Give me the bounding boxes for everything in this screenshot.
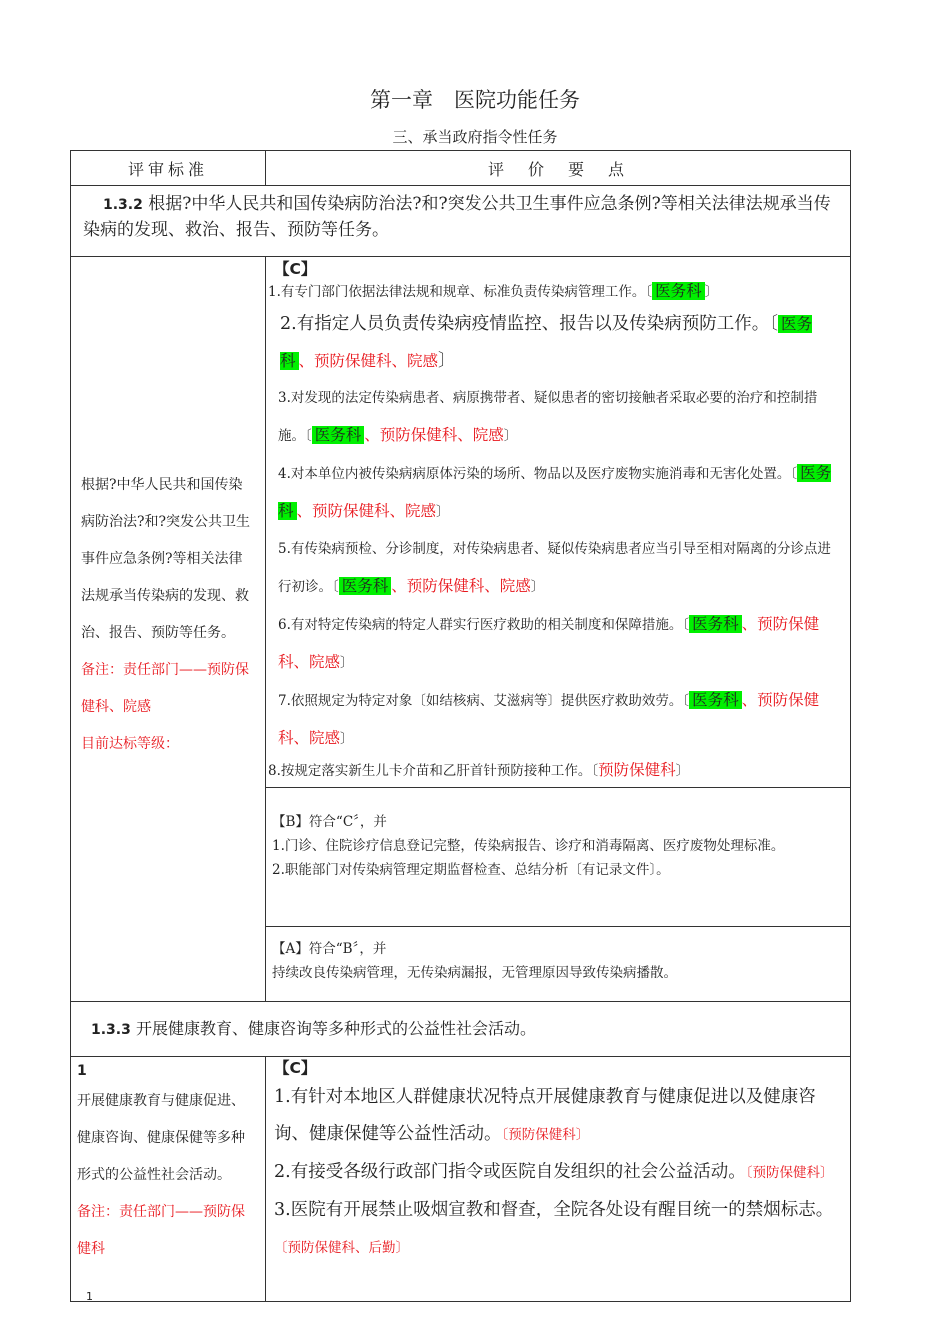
c-item-text: 2.有接受各级行政部门指令或医院自发组织的社会公益活动。: [274, 1162, 746, 1182]
c-item-text: 7.依照规定为特定对象〔如结核病、艾滋病等〕提供医疗救助效劳。〔: [278, 693, 690, 709]
c-label: 【C】: [274, 260, 317, 278]
dept-tag-medical: 医务科: [652, 282, 705, 300]
a-label: 【A】符合“B〞，并: [272, 941, 387, 957]
section-1-c-cell: [266, 257, 851, 788]
c-item-text: 4.对本单位内被传染病病原体污染的场所、物品以及医疗废物实施消毒和无害化处置。〔: [278, 466, 798, 482]
dept-tag-medical: 医务科: [312, 426, 365, 444]
evaluation-table: [70, 150, 851, 1302]
section-2-number: 1.3.3: [91, 1021, 131, 1038]
c-item: [268, 279, 844, 304]
c-item-end: 〕: [704, 284, 719, 300]
c-item-end: 〕: [675, 763, 690, 779]
c-item-text: 5.有传染病预检、分诊制度，对传染病患者、疑似传染病患者应当引导至相对隔离的分诊点进行初诊。〔: [278, 541, 831, 595]
c-item: [278, 682, 844, 758]
section-1-heading: [71, 186, 851, 257]
dept-tag-medical: 医务科: [280, 315, 812, 370]
c-item-text: 1.有专门部门依据法律法规和规章、标准负责传染病管理工作。〔: [268, 284, 653, 300]
section-1-row: [71, 186, 851, 257]
dept-tag-medical: 医务科: [278, 464, 832, 520]
c-item: [274, 1154, 844, 1192]
c-item-end: 〕: [436, 504, 450, 520]
c-item-end: 〕: [340, 731, 354, 747]
c-item-text: 8.按规定落实新生儿卡介苗和乙肝首针预防接种工作。〔: [268, 763, 599, 779]
section-2-criteria: [71, 1057, 266, 1302]
dept-tag-prevention: 、预防保健科、院感: [391, 577, 531, 595]
c-item: [280, 306, 844, 380]
section-2-heading: [71, 1002, 851, 1057]
criteria-text: 开展健康教育与健康促进、健康咨询、健康保健等多种形式的公益性社会活动。: [77, 1093, 245, 1183]
section-2-row: [71, 1002, 851, 1057]
c-item: [278, 455, 844, 531]
c-items: [268, 279, 844, 783]
c-item-text: 6.有对特定传染病的特定人群实行医疗救助的相关制度和保障措施。〔: [278, 617, 690, 633]
dept-tag-medical: 医务科: [689, 691, 742, 709]
criteria-note: 备注：责任部门——预防保健科、院感: [81, 662, 249, 715]
dept-tag-medical: 医务科: [339, 577, 392, 595]
c-item: [278, 606, 844, 682]
page-title: 第一章 医院功能任务: [370, 88, 580, 112]
section-1-b-cell: [266, 788, 851, 927]
dept-tag-prevention: 、预防保健科、院感: [278, 615, 820, 671]
b-item: 2.职能部门对传染病管理定期监督检查、总结分析〔有记录文件〕。: [272, 862, 670, 878]
dept-tag-prevention: 〔预防保健科、后勤〕: [274, 1240, 409, 1256]
header-points: 评 价 要 点: [266, 151, 851, 186]
c-item-end: 〕: [530, 579, 545, 595]
dept-tag-prevention: 、预防保健科、院感: [296, 502, 437, 520]
c-item: [278, 380, 844, 455]
c-item-text: 3.对发现的法定传染病患者、病原携带者、疑似患者的密切接触者采取必要的治疗和控制措施。〔: [278, 390, 818, 444]
table-header-row: [71, 151, 851, 186]
c-items: [274, 1079, 844, 1267]
dept-tag-prevention: 预防保健科: [598, 761, 676, 779]
section-1-criteria: [71, 257, 266, 1002]
dept-tag-medical: 医务科: [689, 615, 742, 633]
header-criteria: 评审标准: [71, 151, 266, 186]
c-item: [274, 1079, 844, 1154]
section-1-a-cell: [266, 927, 851, 1002]
c-item: [268, 758, 844, 783]
section-1-c-row: [71, 257, 851, 788]
section-1-text: 根据?中华人民共和国传染病防治法?和?突发公共卫生事件应急条例?等相关法律法规承当传染病的发现、救治、报告、预防等任务。: [83, 194, 831, 240]
dept-tag-prevention: 〔预防保健科〕: [745, 1165, 834, 1181]
criteria-level: 目前达标等级：: [81, 736, 179, 752]
c-item-end: 〕: [438, 351, 456, 371]
c-item-end: 〕: [503, 428, 518, 444]
c-label: 【C】: [274, 1059, 317, 1077]
c-item-text: 2.有指定人员负责传染病疫情监控、报告以及传染病预防工作。〔: [280, 314, 778, 334]
page-subtitle: 三、承当政府指令性任务: [392, 128, 558, 146]
c-item: [274, 1192, 844, 1267]
c-item-end: 〕: [340, 655, 354, 671]
section-2-text: 开展健康教育、健康咨询等多种形式的公益性社会活动。: [135, 1018, 536, 1038]
section-2-c-row: [71, 1057, 851, 1302]
criteria-index: 1: [77, 1063, 87, 1079]
dept-tag-prevention: 、预防保健科、院感: [298, 352, 439, 370]
section-2-c-cell: [266, 1057, 851, 1302]
c-item-text: 1.有针对本地区人群健康状况特点开展健康教育与健康促进以及健康咨询、健康保健等公益性活动。: [274, 1087, 816, 1144]
c-item-text: 3.医院有开展禁止吸烟宣教和督查，全院各处设有醒目统一的禁烟标志。: [274, 1200, 834, 1220]
page-number: 1: [86, 1290, 93, 1303]
b-label: 【B】符合“C〞，并: [272, 814, 387, 830]
dept-tag-prevention: 、预防保健科、院感: [278, 691, 820, 747]
dept-tag-prevention: 〔预防保健科〕: [501, 1127, 590, 1143]
c-item: [278, 531, 844, 606]
a-item: 持续改良传染病管理，无传染病漏报，无管理原因导致传染病播散。: [272, 965, 677, 981]
criteria-text: 根据?中华人民共和国传染病防治法?和?突发公共卫生事件应急条例?等相关法律法规承当传染病的发现、救治、报告、预防等任务。: [81, 477, 251, 641]
criteria-note: 备注：责任部门——预防保健科: [77, 1204, 245, 1257]
section-1-number: 1.3.2: [103, 197, 143, 213]
dept-tag-prevention: 、预防保健科、院感: [364, 426, 504, 444]
b-item: 1.门诊、住院诊疗信息登记完整，传染病报告、诊疗和消毒隔离、医疗废物处理标准。: [272, 838, 785, 854]
